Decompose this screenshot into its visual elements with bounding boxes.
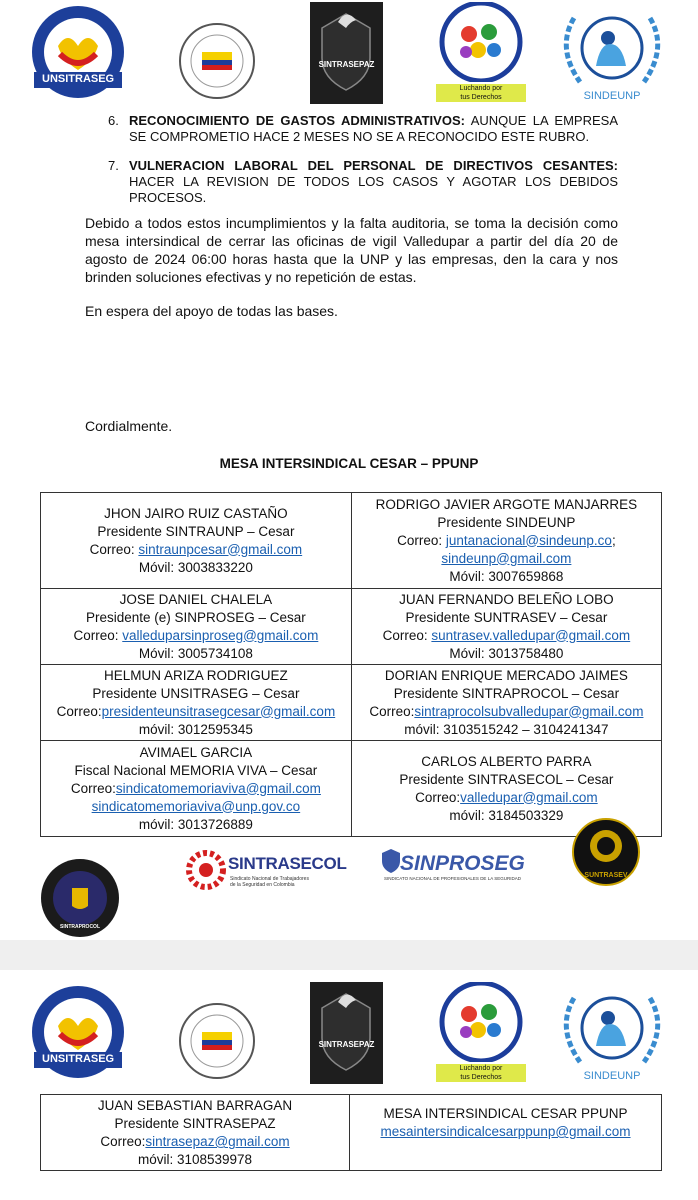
sintraprocol-logo-text: SINTRAPROCOL — [60, 924, 100, 930]
signatory-phone: móvil: 3012595345 — [138, 721, 253, 737]
email-link[interactable]: mesaintersindicalcesarppunp@gmail.com — [380, 1124, 631, 1139]
email-link[interactable]: valledupar@gmail.com — [460, 789, 598, 805]
email-label: Correo: — [100, 1134, 146, 1149]
sindeunp-logo-text: SINDEUNP — [583, 1070, 641, 1082]
hands-logo-caption — [436, 1064, 526, 1082]
sindeunp-logo — [552, 988, 672, 1086]
table-row — [41, 741, 662, 837]
signatory-role: Presidente (e) SINPROSEG – Cesar — [85, 609, 306, 625]
sinproseg-logo — [380, 848, 540, 888]
signatory-phone: móvil: 3103515242 – 3104241347 — [404, 721, 609, 737]
signatory-cell — [351, 589, 661, 665]
support-paragraph: En espera del apoyo de todas las bases. — [85, 303, 338, 319]
signatory-phone: Móvil: 3003833220 — [138, 559, 253, 575]
signatory-name: JHON JAIRO RUIZ CASTAÑO — [104, 505, 288, 521]
email-label: Correo: — [73, 627, 123, 643]
suntrasev-logo — [572, 812, 640, 892]
email-link[interactable]: juntanacional@sindeunp.co — [445, 532, 612, 548]
email-separator: ; — [611, 532, 616, 548]
table-row — [41, 665, 662, 741]
email-link[interactable]: sindicatomemoriaviva@unp.gov.co — [91, 798, 301, 814]
item-text: AUNQUE LA EMPRESA SE COMPROMETIO HACE 2 MESES NO SE A RECONOCIDO ESTE RUBRO. — [129, 113, 618, 144]
sintrasecol-logo-text: SINTRASECOL — [228, 854, 347, 873]
mesa-contact-cell — [350, 1095, 662, 1171]
signatory-role: Presidente SINTRAPROCOL – Cesar — [393, 685, 620, 701]
signatory-name: HELMUN ARIZA RODRIGUEZ — [104, 667, 288, 683]
email-link[interactable]: sindeunp@gmail.com — [441, 550, 572, 566]
hands-logo-caption-line-2: tus Derechos — [460, 1074, 502, 1081]
item-title: RECONOCIMIENTO DE GASTOS ADMINISTRATIVOS: — [129, 113, 465, 128]
signatory-role: Presidente SINTRAUNP – Cesar — [97, 523, 295, 539]
hands-logo-caption-line-1: Luchando por — [459, 1065, 503, 1072]
signatory-cell — [41, 741, 352, 837]
email-label: Correo: — [369, 703, 415, 719]
email-label: Correo: — [70, 780, 116, 796]
page-separator — [0, 940, 698, 970]
signatory-role: Presidente SUNTRASEV – Cesar — [405, 609, 608, 625]
hands-union-logo — [436, 2, 526, 110]
item-title: VULNERACION LABORAL DEL PERSONAL DE DIRECTIVOS CESANTES: — [129, 158, 618, 173]
unsitraseg-logo-text: UNSITRASEG — [42, 73, 115, 85]
signatory-name: AVIMAEL GARCIA — [139, 744, 253, 760]
email-label: Correo: — [397, 532, 446, 548]
signatory-name: CARLOS ALBERTO PARRA — [421, 753, 592, 769]
email-link[interactable]: sintrasepaz@gmail.com — [145, 1134, 290, 1149]
unsitraseg-logo-text: UNSITRASEG — [42, 1053, 115, 1065]
hands-logo-caption-line-2: tus Derechos — [460, 94, 502, 101]
sintrasecol-logo-subtitle-line-2: de la Seguridad en Colombia — [230, 882, 295, 888]
email-link[interactable]: suntrasev.valledupar@gmail.com — [431, 627, 631, 643]
signatory-role: Presidente SINDEUNP — [437, 514, 576, 530]
signatories-heading: MESA INTERSINDICAL CESAR – PPUNP — [219, 456, 479, 471]
signatory-name: JUAN SEBASTIAN BARRAGAN — [97, 1098, 293, 1113]
signatory-name: JOSE DANIEL CHALELA — [119, 591, 273, 607]
email-link[interactable]: valleduparsinproseg@gmail.com — [122, 627, 319, 643]
document-page-2 — [0, 970, 698, 1200]
hands-union-logo — [436, 982, 526, 1090]
email-label: Correo: — [382, 627, 432, 643]
hands-logo-caption — [436, 84, 526, 102]
table-row — [41, 589, 662, 665]
sinproseg-logo-subtitle: SINDICATO NACIONAL DE PROFESIONALES DE LA SEGURIDAD — [384, 876, 521, 881]
national-seal-logo — [178, 22, 256, 100]
signatories-table — [40, 492, 662, 837]
sintrasepaz-logo-text: SINTRASEPAZ — [318, 1040, 375, 1049]
email-link[interactable]: sintraprocolsubvalledupar@gmail.com — [414, 703, 644, 719]
signatory-name: JUAN FERNANDO BELEÑO LOBO — [399, 591, 614, 607]
suntrasev-logo-text: SUNTRASEV — [584, 872, 628, 879]
item-text: HACER LA REVISION DE TODOS LOS CASOS Y AGOTAR LOS DEBIDOS PROCESOS. — [129, 174, 618, 205]
signatory-role: Fiscal Nacional MEMORIA VIVA – Cesar — [74, 762, 318, 778]
sindeunp-logo — [552, 8, 672, 106]
sintrasepaz-logo — [310, 2, 383, 104]
sintraprocol-logo — [34, 858, 126, 938]
signatory-role: Presidente SINTRASEPAZ — [114, 1116, 276, 1131]
signatory-name: RODRIGO JAVIER ARGOTE MANJARRES — [375, 496, 638, 512]
sintrasepaz-logo-text: SINTRASEPAZ — [318, 60, 375, 69]
page2-signatories-table — [40, 1094, 662, 1171]
hands-logo-caption-line-1: Luchando por — [459, 85, 503, 92]
sintrasecol-logo-subtitle-line-1: Sindicato Nacional de Trabajadores — [230, 876, 309, 882]
logo-header — [0, 2, 698, 110]
sintrasecol-logo — [186, 850, 351, 894]
sintrasecol-logo-subtitle — [230, 876, 350, 888]
closing-text: Cordialmente. — [85, 418, 173, 434]
signatory-cell — [351, 493, 661, 589]
signatory-phone: móvil: 3184503329 — [449, 807, 564, 823]
body-paragraph: Debido a todos estos incumplimientos y la falta auditoria, se toma la decisión como mesa intersindical de cerrar las oficinas de vigil Valledupar a partir del día 20 de agosto de 2024 06:00 horas hasta que la UNP y las empresas, den la cara y nos brinden soluciones efectivas y no repetición de estas. — [85, 215, 618, 285]
logo-header — [0, 982, 698, 1090]
table-row — [41, 1095, 662, 1171]
unsitraseg-logo — [30, 4, 126, 100]
email-label: Correo: — [89, 541, 139, 557]
signatory-cell — [41, 665, 352, 741]
table-row — [41, 493, 662, 589]
unsitraseg-logo — [30, 984, 126, 1080]
item-7 — [108, 158, 618, 206]
email-link[interactable]: sindicatomemoriaviva@gmail.com — [115, 780, 321, 796]
signatory-cell — [351, 665, 661, 741]
national-seal-logo — [178, 1002, 256, 1080]
signatory-cell — [41, 589, 352, 665]
email-link[interactable]: presidenteunsitrasegcesar@gmail.com — [101, 703, 336, 719]
signatory-phone: Móvil: 3013758480 — [449, 645, 564, 661]
signatory-phone: móvil: 3108539978 — [137, 1152, 253, 1167]
signatory-phone: Móvil: 3007659868 — [449, 568, 564, 584]
mesa-title: MESA INTERSINDICAL CESAR PPUNP — [383, 1106, 628, 1121]
signatory-cell — [41, 1095, 350, 1171]
signatory-phone: Móvil: 3005734108 — [138, 645, 253, 661]
email-label: Correo: — [415, 789, 461, 805]
signatory-cell — [41, 493, 352, 589]
email-link[interactable]: sintraunpcesar@gmail.com — [138, 541, 303, 557]
item-6 — [108, 113, 618, 145]
signatory-name: DORIAN ENRIQUE MERCADO JAIMES — [384, 667, 628, 683]
sinproseg-logo-text: SINPROSEG — [400, 852, 525, 875]
signatory-role: Presidente UNSITRASEG – Cesar — [92, 685, 300, 701]
signatory-role: Presidente SINTRASECOL – Cesar — [399, 771, 614, 787]
item-number: 6. — [108, 113, 119, 128]
sindeunp-logo-text: SINDEUNP — [583, 90, 641, 102]
item-number: 7. — [108, 158, 119, 173]
sintrasepaz-logo — [310, 982, 383, 1084]
signatory-phone: móvil: 3013726889 — [138, 816, 253, 832]
email-label: Correo: — [56, 703, 102, 719]
